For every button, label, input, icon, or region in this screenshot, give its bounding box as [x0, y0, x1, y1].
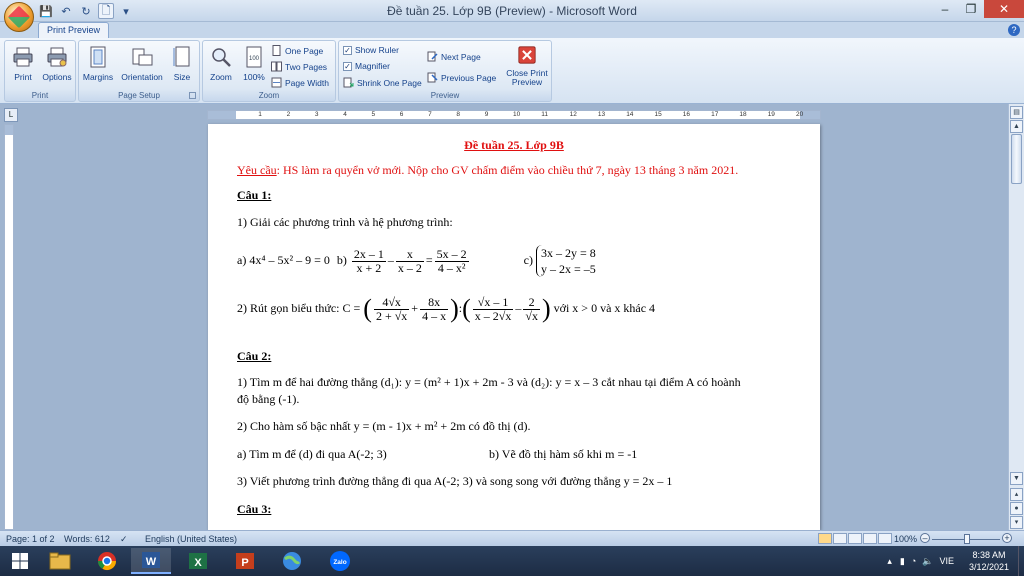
- page-width-button[interactable]: [271, 77, 329, 88]
- ruler-number: 12: [569, 111, 577, 118]
- ruler-number: 15: [654, 111, 662, 118]
- show-ruler-checkbox[interactable]: [343, 45, 399, 55]
- fraction: [523, 296, 540, 323]
- excel-taskbar-button[interactable]: [178, 548, 218, 574]
- ruler-numbers: [208, 111, 820, 119]
- close-button[interactable]: ✕: [984, 0, 1024, 18]
- system-equation-1: 3x – 2y = 8: [540, 246, 596, 260]
- print-layout-view-icon[interactable]: [818, 533, 832, 544]
- show-hidden-icons[interactable]: ▴: [887, 555, 892, 566]
- input-language[interactable]: VIE: [939, 556, 954, 566]
- question-1-intro: 1) Giải các phương trình và hệ phương trình:: [237, 215, 453, 229]
- horizontal-ruler[interactable]: [207, 110, 821, 120]
- browser-taskbar-button[interactable]: [272, 548, 312, 574]
- simplify-expression-label: 2) Rút gọn biểu thức: C =: [237, 300, 361, 315]
- file-explorer-taskbar-button[interactable]: [40, 548, 80, 574]
- margins-icon: [87, 46, 109, 68]
- show-ruler-label: Show Ruler: [355, 45, 399, 55]
- paren-open: (: [462, 294, 471, 323]
- options-label: Options: [42, 72, 72, 82]
- svg-text:X: X: [194, 557, 202, 569]
- svg-text:100: 100: [248, 56, 260, 62]
- close-print-preview-button[interactable]: [505, 43, 549, 87]
- web-layout-view-icon[interactable]: [848, 533, 862, 544]
- question-2-part-1-line-2: độ bằng (-1).: [237, 392, 300, 406]
- undo-icon[interactable]: ↶: [61, 5, 71, 18]
- requirement-text: : HS làm ra quyển vở mới. Nộp cho GV chấm điểm vào chiều thứ 7, ngày 13 tháng 3 năm 2021.: [276, 163, 739, 177]
- vertical-scrollbar[interactable]: [1008, 104, 1024, 530]
- ribbon-tab-row: [0, 22, 1024, 38]
- paren-open: (: [363, 294, 372, 323]
- office-logo-icon: [8, 6, 31, 29]
- question-1-heading: Câu 1:: [237, 188, 272, 202]
- svg-text:P: P: [241, 557, 249, 569]
- next-page-icon: [427, 51, 438, 62]
- scroll-up-icon[interactable]: ▲: [1010, 120, 1023, 133]
- printer-icon: [12, 46, 34, 68]
- previous-page-icon: [427, 72, 438, 83]
- ruler-number: 7: [428, 111, 432, 118]
- fraction-denominator: 4 – x: [422, 308, 447, 323]
- office-button[interactable]: [4, 2, 34, 32]
- question-2-part-1-line-1: 1) Tìm m để hai đường thẳng (d₁): y = (m² + 1)x + 2m - 3 và (d₂): y = x – 3 cắt nhau tại điểm A có hoành: [237, 375, 741, 389]
- fraction: [435, 248, 469, 275]
- title-bar: [0, 0, 1024, 22]
- ruler-number: 13: [597, 111, 606, 118]
- magnifier-label: Magnifier: [355, 61, 390, 71]
- chrome-icon: [97, 551, 117, 571]
- shrink-one-page-button[interactable]: [343, 77, 422, 88]
- tab-print-preview[interactable]: Print Preview: [38, 22, 109, 39]
- globe-icon: [282, 551, 302, 571]
- printer-options-icon: [46, 46, 68, 68]
- print-label: Print: [14, 72, 32, 82]
- page-width-label: Page Width: [285, 77, 329, 88]
- one-page-button[interactable]: [271, 45, 323, 56]
- word-count[interactable]: Words: 612: [64, 534, 110, 544]
- equation-system: [536, 245, 596, 277]
- ruler-number: 10: [513, 111, 521, 118]
- group-label-print: Print: [31, 91, 49, 100]
- status-bar: [0, 530, 1024, 546]
- fraction-numerator: 2: [523, 296, 540, 310]
- fraction-denominator: 2 + √x: [375, 308, 408, 323]
- magnifier-check-icon: ✓: [344, 61, 351, 71]
- one-page-label: One Page: [285, 45, 324, 56]
- fraction-denominator: 4 – x²: [437, 260, 466, 275]
- equation-a: a) 4x⁴ – 5x² – 9 = 0: [237, 252, 330, 267]
- ruler-number: 14: [626, 111, 634, 118]
- ruler-number: 16: [682, 111, 691, 118]
- taskbar: [0, 546, 1024, 576]
- vertical-ruler[interactable]: [4, 124, 14, 530]
- close-preview-icon: [516, 46, 538, 64]
- document-title: Đề tuần 25. Lớp 9B: [464, 138, 564, 152]
- zoom-100-button[interactable]: [237, 43, 271, 87]
- size-label: Size: [173, 72, 191, 82]
- group-preview: [338, 40, 552, 102]
- fraction: [352, 248, 386, 275]
- fraction-numerator: 4√x: [374, 296, 409, 310]
- zoom-100-icon: [243, 46, 265, 68]
- next-page-button[interactable]: [427, 51, 481, 62]
- chrome-taskbar-button[interactable]: [87, 548, 127, 574]
- fraction-numerator: 5x – 2: [436, 246, 467, 261]
- margins-button[interactable]: [81, 43, 115, 87]
- group-zoom: [202, 40, 336, 102]
- ruler-number: 4: [343, 111, 347, 118]
- group-label-preview: Preview: [430, 91, 460, 100]
- group-page-setup: [78, 40, 200, 102]
- customize-toolbar-icon[interactable]: ▾: [123, 5, 129, 18]
- zoom-out-icon[interactable]: –: [920, 533, 930, 543]
- fraction-numerator: 8x: [420, 296, 448, 310]
- question-2-part-2b: b) Vẽ đồ thị hàm số khi m = -1: [489, 447, 638, 461]
- magnifier-icon: [210, 46, 232, 68]
- close-preview-label-line1: Close Print: [506, 68, 548, 78]
- system-equation-2: y – 2x = –5: [540, 262, 596, 276]
- ruler-number: 19: [767, 111, 775, 118]
- excel-icon: [188, 551, 208, 571]
- orientation-button[interactable]: [121, 43, 163, 87]
- system-tray: [887, 546, 1024, 576]
- svg-text:W: W: [145, 556, 157, 568]
- document-page[interactable]: [208, 124, 820, 530]
- zoom-button[interactable]: [204, 43, 238, 87]
- ruler-number: 6: [399, 111, 404, 118]
- question-2-part-2a: a) Tìm m để (d) đi qua A(-2; 3): [237, 447, 387, 461]
- ruler-number: 17: [711, 111, 719, 118]
- volume-icon[interactable]: 🔈: [922, 555, 934, 566]
- page-width-icon: [271, 77, 282, 88]
- network-icon[interactable]: ◔: [910, 556, 917, 566]
- ruler-number: 1: [258, 111, 262, 118]
- full-screen-reading-view-icon[interactable]: [833, 533, 847, 544]
- powerpoint-icon: [235, 551, 255, 571]
- scroll-down-icon[interactable]: ▼: [1010, 472, 1023, 485]
- question-2-part-3: 3) Viết phương trình đường thẳng đi qua A(-2; 3) và song song với đường thẳng y = 2x – 1: [237, 474, 673, 488]
- orientation-label: Orientation: [121, 72, 163, 82]
- orientation-icon: [131, 46, 153, 68]
- shrink-one-page-label: Shrink One Page: [357, 77, 422, 88]
- show-desktop-button[interactable]: [1018, 546, 1024, 576]
- question-1-equations: a) 4x⁴ – 5x² – 9 = 0 b) $\frac{2x - 1}{x + 2}$ – $\frac{x}{x - 2}$ = $\frac{5x - 2}{\text{4 – x²}}$ c) 3x – 2y = 8 y – 2x = –5: [237, 246, 596, 276]
- requirement-line: [237, 163, 738, 178]
- folder-icon: [49, 552, 71, 570]
- zoom-slider[interactable]: [920, 534, 1012, 544]
- question-1-part-2: 2) Rút gọn biểu thức: C = ( $\frac{4√x}{2 + √x}$ + $\frac{8x}{4 - x}$ ):( $\frac{√x - 1}{x - 2√x}$ – $\frac{2}{√x}$ ) với x > 0 và x khác 4: [237, 294, 656, 323]
- fraction-denominator: x + 2: [356, 260, 382, 275]
- magnifier-checkbox[interactable]: [343, 61, 390, 71]
- page-setup-dialog-launcher[interactable]: [189, 92, 196, 99]
- powerpoint-taskbar-button[interactable]: [225, 548, 265, 574]
- ruler-number: 9: [484, 111, 489, 118]
- save-icon[interactable]: 💾: [39, 5, 53, 18]
- shrink-page-icon: [343, 77, 354, 88]
- one-page-icon: [271, 45, 282, 56]
- fraction-denominator: √x: [525, 308, 538, 323]
- simplify-condition: với x > 0 và x khác 4: [553, 300, 656, 315]
- two-pages-icon: [271, 61, 282, 72]
- options-button[interactable]: [40, 43, 74, 87]
- paren-close: ): [450, 294, 459, 323]
- zoom-label: Zoom: [210, 72, 232, 82]
- help-icon[interactable]: ?: [1008, 24, 1020, 36]
- clock-time: 8:38 AM: [972, 550, 1006, 560]
- requirement-label: Yêu cầu: [237, 163, 277, 177]
- zoom-in-icon[interactable]: +: [1002, 533, 1012, 543]
- clock-date: 3/12/2021: [968, 562, 1010, 572]
- question-2-heading: Câu 2:: [237, 349, 272, 363]
- paren-close: ): [541, 294, 551, 323]
- view-buttons: [818, 533, 892, 544]
- size-button[interactable]: [165, 43, 199, 87]
- fraction-denominator: x – 2: [397, 260, 422, 275]
- previous-page-label: Previous Page: [441, 72, 497, 83]
- previous-page-browse-icon[interactable]: ▴: [1010, 488, 1023, 501]
- margins-label: Margins: [82, 72, 114, 82]
- ruler-number: 20: [796, 111, 804, 118]
- close-preview-label: [506, 69, 548, 87]
- zalo-taskbar-button[interactable]: [320, 548, 360, 574]
- group-label-page-setup: Page Setup: [118, 91, 160, 100]
- ruler-number: 18: [739, 111, 747, 118]
- window-title: Đề tuần 25. Lớp 9B (Preview) - Microsoft Word: [387, 4, 637, 18]
- ruler-number: 8: [456, 111, 461, 118]
- outline-view-icon[interactable]: [863, 533, 877, 544]
- fraction: [473, 296, 514, 323]
- restore-button[interactable]: ❐: [965, 2, 977, 16]
- group-print: [4, 40, 76, 102]
- equation-b-label: b): [336, 252, 347, 267]
- print-button[interactable]: [6, 43, 40, 87]
- tab-selector[interactable]: L: [4, 108, 18, 122]
- question-2-part-2: 2) Cho hàm số bậc nhất y = (m - 1)x + m² + 2m có đồ thị (d).: [237, 419, 531, 433]
- zoom-100-label: 100%: [243, 72, 265, 82]
- window-controls: [932, 0, 1024, 18]
- battery-icon[interactable]: ▮: [899, 555, 905, 566]
- zoom-level[interactable]: 100%: [894, 534, 918, 544]
- group-label-zoom: Zoom: [258, 91, 280, 100]
- draft-view-icon[interactable]: [878, 533, 892, 544]
- zalo-icon: [329, 550, 351, 572]
- clock[interactable]: [960, 549, 1018, 573]
- show-ruler-check-icon: ✓: [344, 45, 351, 55]
- word-icon: [141, 550, 161, 570]
- minimize-button[interactable]: –: [941, 2, 949, 16]
- ruler-number: 2: [286, 111, 291, 118]
- next-page-label: Next Page: [441, 51, 481, 62]
- previous-page-button[interactable]: [427, 72, 496, 83]
- ruler-number: 11: [541, 111, 549, 118]
- redo-icon[interactable]: ↻: [81, 5, 91, 18]
- fraction-numerator: x: [396, 248, 424, 262]
- ribbon: [0, 38, 1024, 104]
- page-size-icon: [171, 46, 193, 68]
- equation-c-label: c): [523, 252, 533, 267]
- svg-text:Zalo: Zalo: [333, 559, 347, 566]
- fraction-denominator: x – 2√x: [474, 308, 512, 323]
- spelling-check-icon[interactable]: ✓: [120, 534, 128, 544]
- fraction: [420, 296, 448, 323]
- question-3-heading: Câu 3:: [237, 502, 272, 516]
- windows-logo-icon: [11, 552, 29, 570]
- fraction-numerator: 2x – 1: [353, 246, 384, 261]
- start-button[interactable]: [0, 548, 40, 574]
- word-taskbar-button[interactable]: [131, 548, 171, 574]
- browse-object-icon[interactable]: ●: [1010, 502, 1023, 515]
- fraction: [374, 296, 409, 323]
- fraction: [396, 248, 424, 275]
- close-preview-label-line2: Preview: [511, 77, 543, 87]
- next-page-browse-icon[interactable]: ▾: [1010, 516, 1023, 529]
- ruler-number: 3: [314, 111, 319, 118]
- fraction-numerator: √x – 1: [473, 296, 514, 310]
- language-indicator[interactable]: English (United States): [145, 534, 238, 544]
- two-pages-label: Two Pages: [285, 61, 328, 72]
- ruler-toggle-button[interactable]: ▤: [1010, 106, 1023, 119]
- two-pages-button[interactable]: [271, 61, 327, 72]
- print-preview-icon[interactable]: 🗋: [98, 3, 114, 19]
- vruler-top-margin: [5, 125, 13, 135]
- page-count[interactable]: Page: 1 of 2: [6, 534, 55, 544]
- scroll-thumb[interactable]: [1011, 134, 1022, 184]
- zoom-thumb[interactable]: [964, 534, 970, 544]
- ruler-number: 5: [371, 111, 376, 118]
